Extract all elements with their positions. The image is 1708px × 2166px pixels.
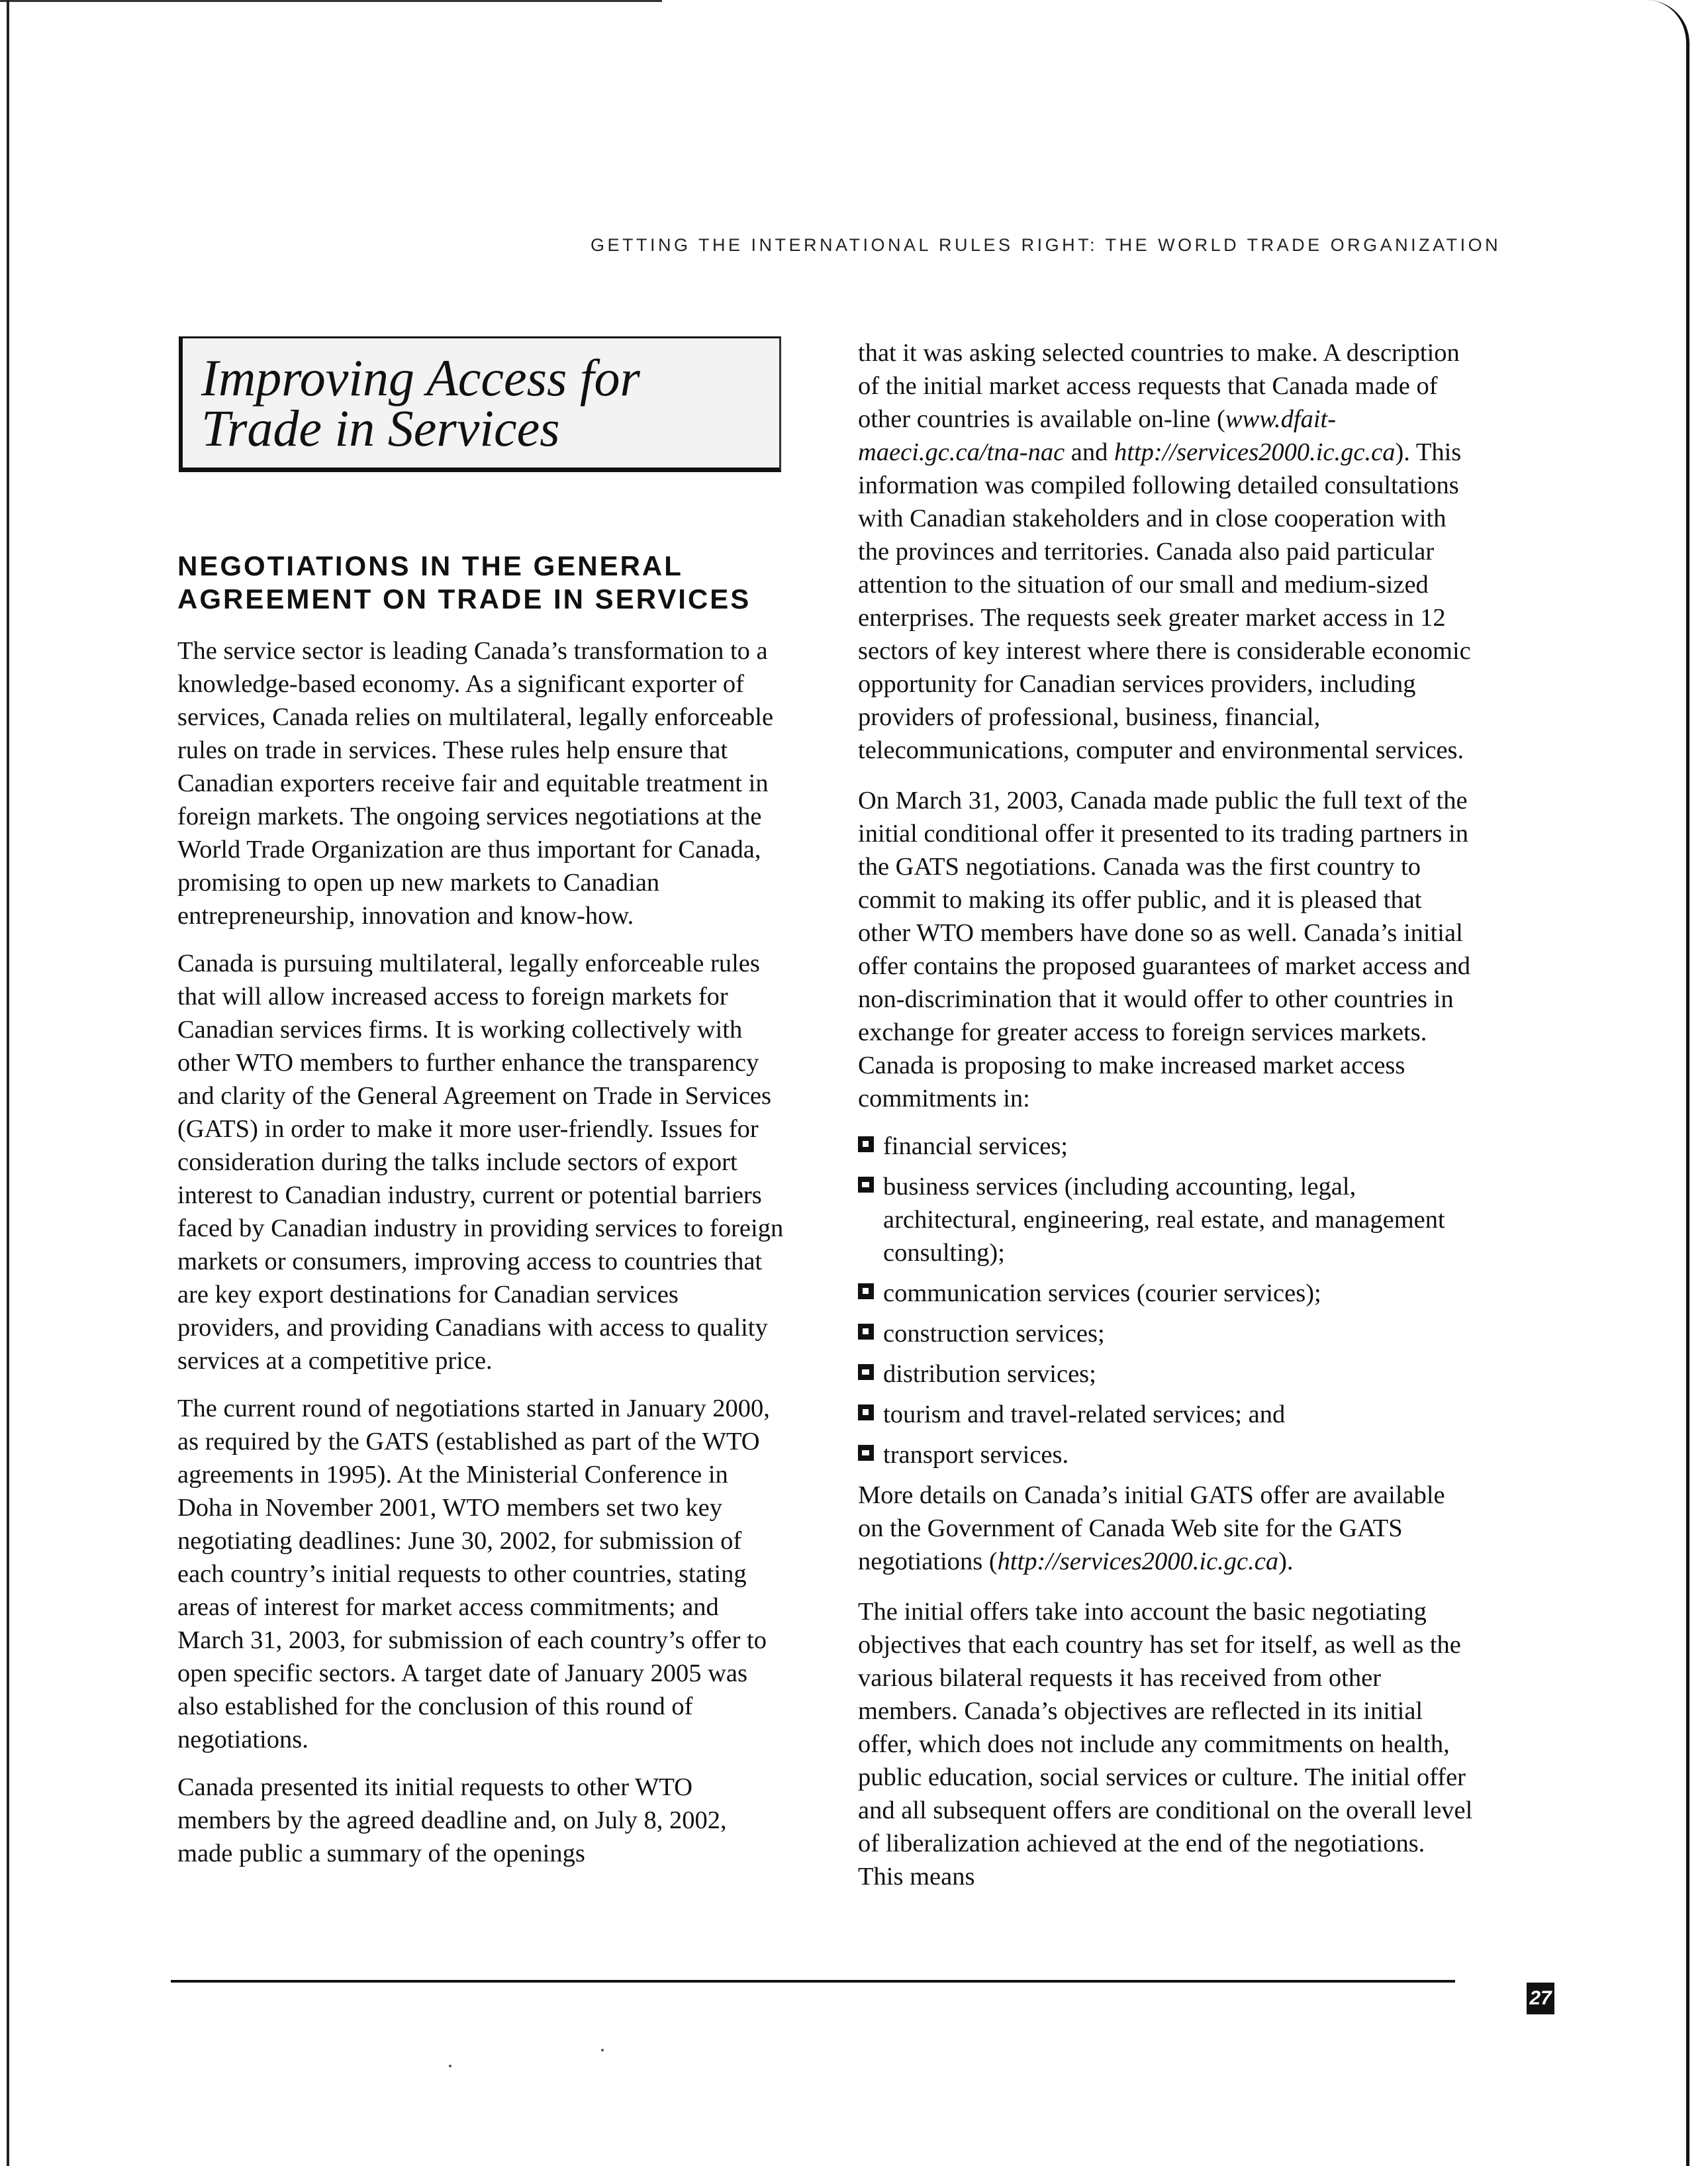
- scan-speck: [601, 2049, 604, 2051]
- page-left-edge: [7, 0, 9, 2166]
- running-head: GETTING THE INTERNATIONAL RULES RIGHT: THE WORLD TRADE ORGANIZATION: [591, 235, 1501, 255]
- scan-speck: [449, 2065, 451, 2067]
- square-bullet-icon: [858, 1404, 874, 1420]
- right-paragraph-1: that it was asking selected countries to make. A description of the initial market access requests that Canada made of other countries is available on-line (www.dfait-maeci.gc.ca/tna-nac and http://services2000.ic.gc.ca). This information was compiled following detailed consultations with Canadian stakeholders and in close cooperation with the provinces and territories. Canada also paid particular attention to the situation of our small and medium-sized enterprises. The requests seek greater market access in 12 sectors of key interest where there is considerable economic opportunity for Canadian services providers, including providers of professional, business, financial, telecommunications, computer and environmental services.: [858, 339, 1471, 764]
- list-item: transport services.: [858, 1438, 1474, 1471]
- page-title-line-2: Trade in Services: [201, 399, 560, 457]
- left-paragraph-4: Canada presented its initial requests to other WTO members by the agreed deadline and, on July 8, 2002, made public a summary of the openings: [177, 1773, 727, 1867]
- list-item: financial services;: [858, 1130, 1474, 1163]
- dfait-link: www.dfait-maeci.gc.ca/tna-nac: [858, 405, 1337, 466]
- gats-site-link: http://services2000.ic.gc.ca: [997, 1548, 1279, 1575]
- list-item: tourism and travel-related services; and: [858, 1398, 1474, 1431]
- left-column: [177, 634, 786, 1885]
- list-item: construction services;: [858, 1317, 1474, 1350]
- title-box: [179, 336, 781, 472]
- page-top-edge: [0, 0, 662, 2]
- page-title-line-1: Improving Access for: [201, 349, 640, 407]
- page-title: [201, 349, 640, 457]
- section-heading-line-1: NEGOTIATIONS IN THE GENERAL: [177, 550, 683, 581]
- section-heading: [177, 550, 806, 616]
- services2000-link: http://services2000.ic.gc.ca: [1114, 438, 1396, 466]
- square-bullet-icon: [858, 1283, 874, 1299]
- square-bullet-icon: [858, 1324, 874, 1340]
- list-item: distribution services;: [858, 1357, 1474, 1391]
- section-heading-line-2: AGREEMENT ON TRADE IN SERVICES: [177, 583, 751, 615]
- page-number: 27: [1527, 1983, 1554, 2014]
- left-paragraph-3: The current round of negotiations started in January 2000, as required by the GATS (established as part of the WTO agreements in 1995). At the Ministerial Conference in Doha in November 2001, WTO members set two key negotiating deadlines: June 30, 2002, for submission of each country’s initial requests to other countries, stating areas of interest for market access commitments; and March 31, 2003, for submission of each country’s offer to open specific sectors. A target date of January 2005 was also established for the conclusion of this round of negotiations.: [177, 1395, 770, 1753]
- square-bullet-icon: [858, 1136, 874, 1152]
- right-paragraph-2: On March 31, 2003, Canada made public the full text of the initial conditional offer it presented to its trading partners in the GATS negotiations. Canada was the first country to commit to making its offer public, and it is pleased that other WTO members have done so as well. Canada’s initial offer contains the proposed guarantees of market access and non-discrimination that it would offer to other countries in exchange for greater access to foreign services markets. Canada is proposing to make increased market access commitments in:: [858, 787, 1471, 1112]
- right-paragraph-4: The initial offers take into account the basic negotiating objectives that each country has set for itself, as well as the various bilateral requests it has received from other members. Canada’s objectives are reflected in its initial offer, which does not include any commitments on health, public education, social services or culture. The initial offer and all subsequent offers are conditional on the overall level of liberalization achieved at the end of the negotiations. This means: [858, 1598, 1473, 1891]
- left-paragraph-2: Canada is pursuing multilateral, legally enforceable rules that will allow increased access to foreign markets for Canadian services firms. It is working collectively with other WTO members to further enhance the transparency and clarity of the General Agreement on Trade in Services (GATS) in order to make it more user-friendly. Issues for consideration during the talks include sectors of export interest to Canadian industry, current or potential barriers faced by Canadian industry in providing services to foreign markets or consumers, improving access to countries that are key export destinations for Canadian services providers, and providing Canadians with access to quality services at a competitive price.: [177, 950, 784, 1375]
- right-paragraph-3: More details on Canada’s initial GATS offer are available on the Government of Canada Web site for the GATS negotiations (http://services2000.ic.gc.ca).: [858, 1481, 1445, 1575]
- square-bullet-icon: [858, 1445, 874, 1461]
- square-bullet-icon: [858, 1177, 874, 1193]
- square-bullet-icon: [858, 1364, 874, 1380]
- left-paragraph-1: The service sector is leading Canada’s transformation to a knowledge-based economy. As a significant exporter of services, Canada relies on multilateral, legally enforceable rules on trade in services. These rules help ensure that Canadian exporters receive fair and equitable treatment in foreign markets. The ongoing services negotiations at the World Trade Organization are thus important for Canada, promising to open up new markets to Canadian entrepreneurship, innovation and know-how.: [177, 637, 774, 930]
- bottom-rule: [171, 1980, 1455, 1983]
- right-column: [858, 336, 1474, 1908]
- sector-list: [858, 1130, 1474, 1471]
- page-right-edge: [1642, 0, 1708, 2166]
- list-item: communication services (courier services);: [858, 1277, 1474, 1310]
- list-item: business services (including accounting, legal, architectural, engineering, real estate, and management consulting);: [858, 1170, 1474, 1269]
